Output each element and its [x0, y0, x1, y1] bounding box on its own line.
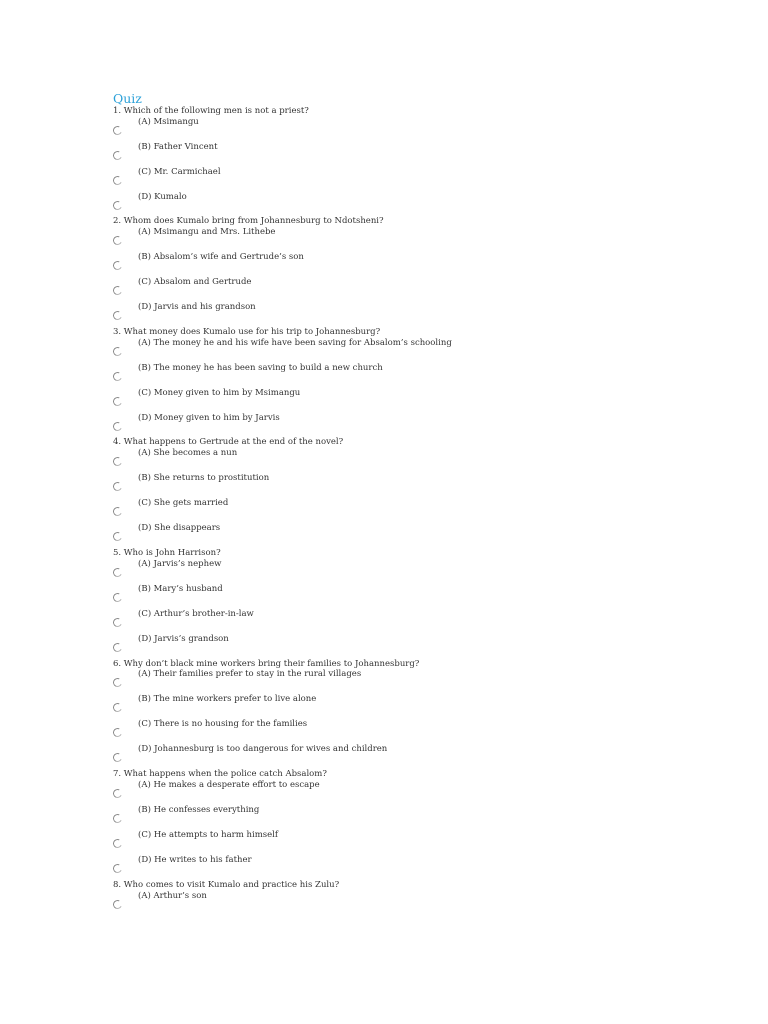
- radio-button-icon[interactable]: [112, 813, 124, 825]
- radio-button-icon[interactable]: [112, 727, 124, 739]
- option-label: (D) Jarvis’s grandson: [138, 634, 229, 644]
- option-3d[interactable]: [113, 413, 633, 435]
- option-label: (A) Msimangu: [138, 117, 199, 127]
- radio-button-icon[interactable]: [112, 506, 124, 518]
- radio-button-icon[interactable]: [112, 642, 124, 654]
- radio-button-icon[interactable]: [112, 456, 124, 468]
- option-label: (D) He writes to his father: [138, 855, 252, 865]
- question-6-text: 6. Why don’t black mine workers bring their families to Johannesburg?: [113, 659, 420, 669]
- option-label: (C) He attempts to harm himself: [138, 830, 279, 840]
- radio-button-icon[interactable]: [112, 396, 124, 408]
- radio-button-icon[interactable]: [112, 371, 124, 383]
- option-label: (D) Money given to him by Jarvis: [138, 413, 280, 423]
- radio-button-icon[interactable]: [112, 150, 124, 162]
- option-6b[interactable]: [113, 694, 633, 716]
- option-4c[interactable]: [113, 498, 633, 520]
- radio-button-icon[interactable]: [112, 125, 124, 137]
- option-6c[interactable]: [113, 719, 633, 741]
- radio-button-icon[interactable]: [112, 200, 124, 212]
- option-label: (C) There is no housing for the families: [138, 719, 308, 729]
- option-label: (C) She gets married: [138, 498, 229, 508]
- option-6d[interactable]: [113, 744, 633, 766]
- radio-button-icon[interactable]: [112, 260, 124, 272]
- option-3c[interactable]: [113, 388, 633, 410]
- radio-button-icon[interactable]: [112, 702, 124, 714]
- option-2a[interactable]: [113, 227, 633, 249]
- radio-button-icon[interactable]: [112, 838, 124, 850]
- option-3b[interactable]: [113, 363, 633, 385]
- option-label: (B) Absalom’s wife and Gertrude’s son: [138, 252, 304, 262]
- option-label: (A) He makes a desperate effort to escape: [138, 780, 320, 790]
- option-1b[interactable]: [113, 142, 633, 164]
- option-4b[interactable]: [113, 473, 633, 495]
- option-5c[interactable]: [113, 609, 633, 631]
- option-7c[interactable]: [113, 830, 633, 852]
- option-7b[interactable]: [113, 805, 633, 827]
- radio-button-icon[interactable]: [112, 285, 124, 297]
- option-8a[interactable]: [113, 891, 633, 913]
- radio-button-icon[interactable]: [112, 531, 124, 543]
- radio-button-icon[interactable]: [112, 752, 124, 764]
- option-7d[interactable]: [113, 855, 633, 877]
- radio-button-icon[interactable]: [112, 617, 124, 629]
- question-8-text: 8. Who comes to visit Kumalo and practice his Zulu?: [113, 880, 340, 890]
- option-5d[interactable]: [113, 634, 633, 656]
- option-6a[interactable]: [113, 669, 633, 691]
- radio-button-icon[interactable]: [112, 592, 124, 604]
- question-5-text: 5. Who is John Harrison?: [113, 548, 221, 558]
- option-label: (B) Mary’s husband: [138, 584, 223, 594]
- option-5a[interactable]: [113, 559, 633, 581]
- option-2b[interactable]: [113, 252, 633, 274]
- quiz-title: Quiz: [113, 91, 142, 106]
- option-label: (D) Jarvis and his grandson: [138, 302, 256, 312]
- option-2d[interactable]: [113, 302, 633, 324]
- option-label: (A) She becomes a nun: [138, 448, 238, 458]
- option-1d[interactable]: [113, 192, 633, 214]
- option-label: (D) Johannesburg is too dangerous for wives and children: [138, 744, 388, 754]
- option-label: (D) She disappears: [138, 523, 221, 533]
- radio-button-icon[interactable]: [112, 346, 124, 358]
- option-label: (B) She returns to prostitution: [138, 473, 270, 483]
- option-label: (A) The money he and his wife have been saving for Absalom’s schooling: [138, 338, 452, 348]
- option-label: (B) Father Vincent: [138, 142, 218, 152]
- option-1a[interactable]: [113, 117, 633, 139]
- radio-button-icon[interactable]: [112, 175, 124, 187]
- option-label: (C) Absalom and Gertrude: [138, 277, 252, 287]
- option-label: (A) Arthur’s son: [138, 891, 207, 901]
- option-label: (C) Mr. Carmichael: [138, 167, 221, 177]
- question-3-text: 3. What money does Kumalo use for his trip to Johannesburg?: [113, 327, 381, 337]
- question-1-text: 1. Which of the following men is not a priest?: [113, 106, 309, 116]
- option-7a[interactable]: [113, 780, 633, 802]
- radio-button-icon[interactable]: [112, 899, 124, 911]
- option-label: (C) Arthur’s brother-in-law: [138, 609, 254, 619]
- radio-button-icon[interactable]: [112, 421, 124, 433]
- option-label: (B) He confesses everything: [138, 805, 260, 815]
- option-1c[interactable]: [113, 167, 633, 189]
- option-label: (C) Money given to him by Msimangu: [138, 388, 301, 398]
- radio-button-icon[interactable]: [112, 481, 124, 493]
- option-4d[interactable]: [113, 523, 633, 545]
- option-label: (D) Kumalo: [138, 192, 187, 202]
- option-2c[interactable]: [113, 277, 633, 299]
- question-7-text: 7. What happens when the police catch Absalom?: [113, 769, 327, 779]
- radio-button-icon[interactable]: [112, 863, 124, 875]
- radio-button-icon[interactable]: [112, 235, 124, 247]
- radio-button-icon[interactable]: [112, 788, 124, 800]
- radio-button-icon[interactable]: [112, 567, 124, 579]
- option-label: (B) The money he has been saving to build a new church: [138, 363, 383, 373]
- option-label: (A) Msimangu and Mrs. Lithebe: [138, 227, 276, 237]
- option-3a[interactable]: [113, 338, 633, 360]
- option-label: (A) Their families prefer to stay in the rural villages: [138, 669, 362, 679]
- radio-button-icon[interactable]: [112, 677, 124, 689]
- option-4a[interactable]: [113, 448, 633, 470]
- option-label: (B) The mine workers prefer to live alone: [138, 694, 317, 704]
- radio-button-icon[interactable]: [112, 310, 124, 322]
- question-2-text: 2. Whom does Kumalo bring from Johannesburg to Ndotsheni?: [113, 216, 384, 226]
- option-5b[interactable]: [113, 584, 633, 606]
- question-4-text: 4. What happens to Gertrude at the end of the novel?: [113, 437, 344, 447]
- option-label: (A) Jarvis’s nephew: [138, 559, 222, 569]
